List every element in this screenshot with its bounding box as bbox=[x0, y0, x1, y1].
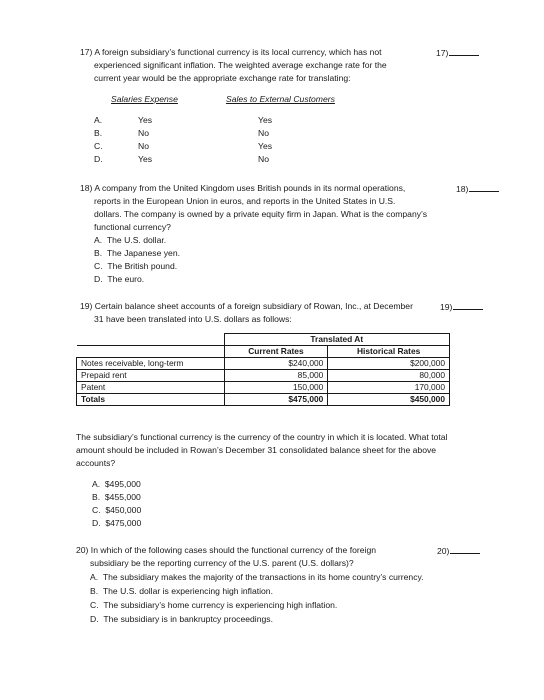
q20-option-b-letter: B. bbox=[90, 586, 99, 596]
historical-rate-value: 170,000 bbox=[328, 382, 450, 394]
q18-answer-blank[interactable] bbox=[469, 183, 499, 192]
historical-rate-total: $450,000 bbox=[328, 394, 450, 406]
q19-option-c bbox=[92, 505, 141, 515]
q18-number: 18) bbox=[456, 184, 469, 194]
q18-option-c-text: The British pound. bbox=[107, 261, 178, 271]
q18-line-1: 18) A company from the United Kingdom uses British pounds in its normal operations, bbox=[80, 183, 406, 193]
q19-line-2: 31 have been translated into U.S. dollars as follows: bbox=[94, 314, 292, 324]
q17-option-b-c1: No bbox=[138, 128, 149, 138]
q17-number: 17) bbox=[436, 48, 449, 58]
row-label: Patent bbox=[77, 382, 225, 394]
q19-option-d-text: $475,000 bbox=[105, 518, 142, 528]
totals-row bbox=[77, 394, 450, 406]
q19-option-b-letter: B. bbox=[92, 492, 101, 502]
q19-follow-line-3: accounts? bbox=[76, 458, 116, 468]
q20-line-2: subsidiary be the reporting currency of the U.S. parent (U.S. dollars)? bbox=[90, 558, 354, 568]
q19-option-c-text: $450,000 bbox=[105, 505, 142, 515]
row-label: Totals bbox=[77, 394, 225, 406]
current-rate-total: $475,000 bbox=[224, 394, 328, 406]
q18-option-a bbox=[94, 235, 166, 245]
q18-option-a-text: The U.S. dollar. bbox=[106, 235, 167, 245]
translation-table bbox=[76, 333, 450, 406]
row-label: Prepaid rent bbox=[77, 370, 225, 382]
q19-follow-line-2: amount should be included in Rowan’s December 31 consolidated balance sheet for the above bbox=[76, 445, 437, 455]
q17-option-c-letter: C. bbox=[94, 141, 103, 151]
q20-number: 20) bbox=[437, 546, 450, 556]
q17-answer-slot[interactable] bbox=[436, 47, 479, 58]
q17-option-c-c1: No bbox=[138, 141, 149, 151]
q20-line-1: 20) In which of the following cases should the functional currency of the foreign bbox=[76, 545, 377, 555]
q20-answer-blank[interactable] bbox=[450, 545, 480, 554]
q19-answer-slot[interactable] bbox=[440, 301, 483, 312]
q18-option-d-text: The euro. bbox=[107, 274, 145, 284]
q20-option-c bbox=[90, 600, 337, 610]
table-row bbox=[77, 370, 450, 382]
q19-number: 19) bbox=[440, 302, 453, 312]
historical-rates-header: Historical Rates bbox=[328, 346, 450, 358]
q20-option-a bbox=[90, 572, 424, 582]
q17-option-c-c2: Yes bbox=[258, 141, 273, 151]
q19-option-c-letter: C. bbox=[92, 505, 101, 515]
q17-answer-blank[interactable] bbox=[449, 47, 479, 56]
q17-option-d-letter: D. bbox=[94, 154, 103, 164]
q20-option-d-text: The subsidiary is in bankruptcy proceedings. bbox=[103, 614, 273, 624]
table-row bbox=[77, 382, 450, 394]
q20-option-b bbox=[90, 586, 273, 596]
q18-option-b-letter: B. bbox=[94, 248, 103, 258]
table-corner bbox=[77, 334, 225, 346]
table-row bbox=[77, 358, 450, 370]
translated-at-header: Translated At bbox=[224, 334, 449, 346]
q17-line-1: 17) A foreign subsidiary’s functional currency is its local currency, which has not bbox=[80, 47, 382, 57]
q17-col1-header: Salaries Expense bbox=[111, 94, 178, 104]
q17-option-a-c1: Yes bbox=[138, 115, 153, 125]
historical-rate-value: $200,000 bbox=[328, 358, 450, 370]
q20-option-b-text: The U.S. dollar is experiencing high inflation. bbox=[102, 586, 273, 596]
q17-line-2: experienced significant inflation. The weighted average exchange rate for the bbox=[94, 60, 387, 70]
q17-col2-header: Sales to External Customers bbox=[226, 94, 335, 104]
q19-option-b bbox=[92, 492, 141, 502]
table-corner-2 bbox=[77, 346, 225, 358]
q20-option-a-letter: A. bbox=[90, 572, 99, 582]
q20-option-a-text: The subsidiary makes the majority of the transactions in its home country’s currency. bbox=[102, 572, 424, 582]
q19-option-b-text: $455,000 bbox=[104, 492, 141, 502]
q17-option-a-c2: Yes bbox=[258, 115, 273, 125]
q18-option-c bbox=[94, 261, 177, 271]
q17-option-a-letter: A. bbox=[94, 115, 103, 125]
row-label: Notes receivable, long-term bbox=[77, 358, 225, 370]
q18-option-b-text: The Japanese yen. bbox=[106, 248, 181, 258]
q17-option-d-c2: No bbox=[258, 154, 269, 164]
q20-option-c-letter: C. bbox=[90, 600, 99, 610]
q19-answer-blank[interactable] bbox=[453, 301, 483, 310]
q18-line-3: dollars. The company is owned by a private equity firm in Japan. What is the company’s bbox=[94, 209, 428, 219]
historical-rate-value: 80,000 bbox=[328, 370, 450, 382]
q18-option-c-letter: C. bbox=[94, 261, 103, 271]
q17-line-3: current year would be the appropriate exchange rate for translating: bbox=[94, 73, 351, 83]
q20-option-d bbox=[90, 614, 273, 624]
current-rate-value: 150,000 bbox=[224, 382, 328, 394]
q18-option-d-letter: D. bbox=[94, 274, 103, 284]
q19-option-d bbox=[92, 518, 141, 528]
q17-option-b-c2: No bbox=[258, 128, 269, 138]
q20-answer-slot[interactable] bbox=[437, 545, 480, 556]
q18-line-4: functional currency? bbox=[94, 222, 171, 232]
q19-line-1: 19) Certain balance sheet accounts of a foreign subsidiary of Rowan, Inc., at December bbox=[80, 301, 413, 311]
q19-option-a-letter: A. bbox=[92, 479, 101, 489]
q18-line-2: reports in the European Union in euros, and reports in the United States in U.S. bbox=[94, 196, 396, 206]
q20-option-d-letter: D. bbox=[90, 614, 99, 624]
q18-option-b bbox=[94, 248, 180, 258]
q19-option-d-letter: D. bbox=[92, 518, 101, 528]
current-rate-value: $240,000 bbox=[224, 358, 328, 370]
q19-option-a-text: $495,000 bbox=[104, 479, 141, 489]
q19-follow-line-1: The subsidiary’s functional currency is the currency of the country in which it is located. What total bbox=[76, 432, 448, 442]
current-rate-value: 85,000 bbox=[224, 370, 328, 382]
q18-option-d bbox=[94, 274, 144, 284]
q17-option-d-c1: Yes bbox=[138, 154, 153, 164]
q18-answer-slot[interactable] bbox=[456, 183, 499, 194]
q20-option-c-text: The subsidiary’s home currency is experiencing high inflation. bbox=[103, 600, 338, 610]
current-rates-header: Current Rates bbox=[224, 346, 328, 358]
q19-option-a bbox=[92, 479, 141, 489]
q17-option-b-letter: B. bbox=[94, 128, 103, 138]
q18-option-a-letter: A. bbox=[94, 235, 103, 245]
